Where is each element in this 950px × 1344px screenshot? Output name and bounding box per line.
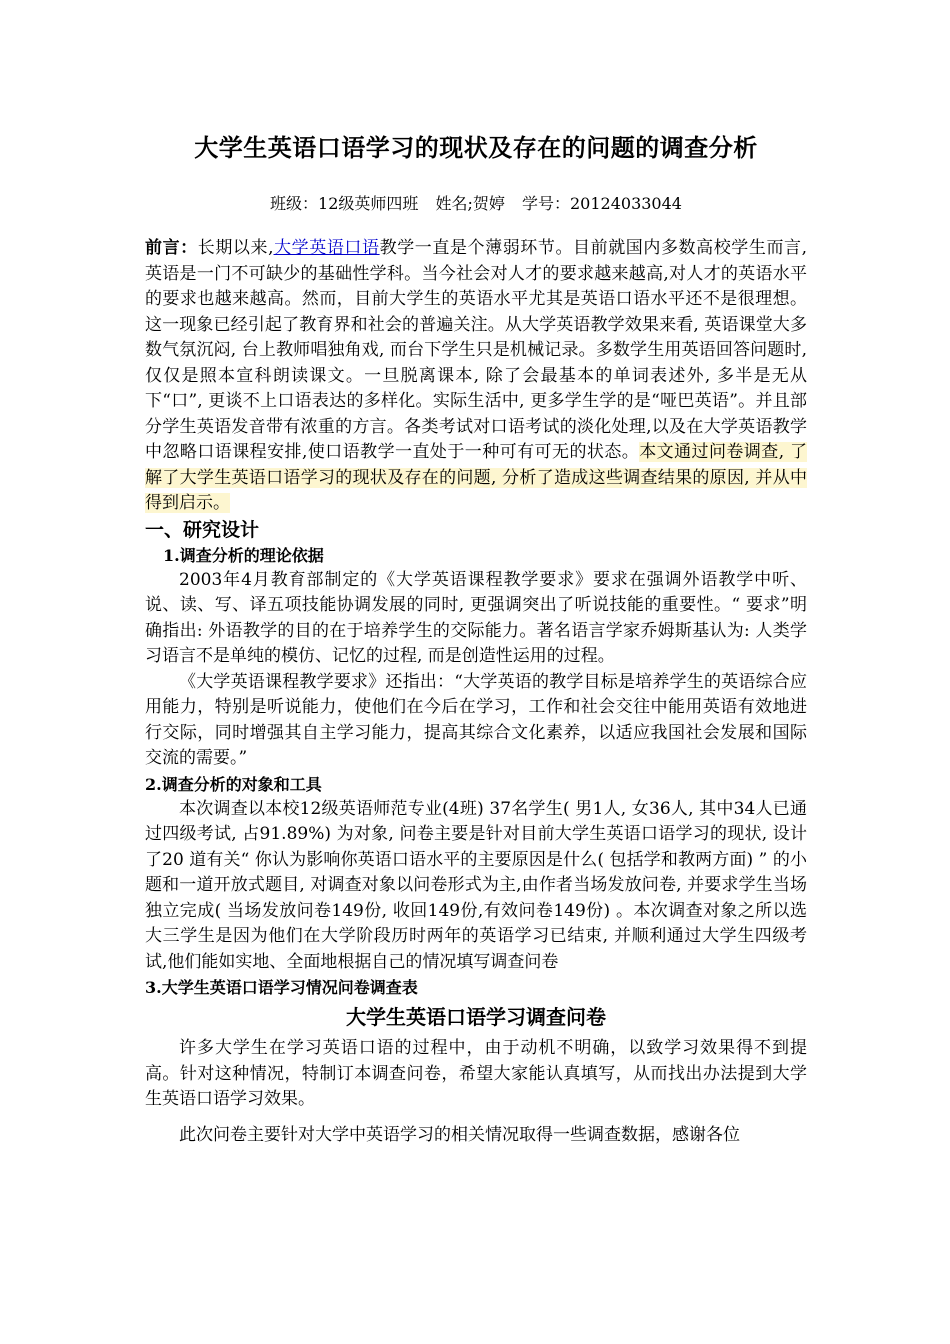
survey-paragraph-2: 此次问卷主要针对大学中英语学习的相关情况取得一些调查数据，感谢各位 bbox=[179, 1124, 740, 1145]
paragraph-gap bbox=[145, 1113, 807, 1123]
document-content bbox=[145, 130, 807, 1148]
intro-text-after-link: 教学一直是个薄弱环节。目前就国内多数高校学生而言, 英语是一门不可缺少的基础性学科。当今社会对人才的要求越来越高,对人才的英语水平的要求也越来越高。然而，目前大学生的英语水平尤其是英语口语水平还不是很理想。这一现象已经引起了教育界和社会的普遍关注。从大学英语教学效果来看, 英语课堂大多数气氛沉闷, 台上教师唱独角戏, 而台下学生只是机械记录。多数学生用英语回答问题时, 仅仅是照本宣科朗读课文。一旦脱离课本, 除了会最基本的单词表述外, 多半是无从下“口”, 更谈不上口语表达的多样化。实际生活中, 更多学生学的是“哑巴英语”。并且部分学生英语发音带有浓重的方言。各类考试对口语考试的淡化处理,以及在大学英语教学中忽略口语课程安排,使口语教学一直处于一种可有可无的状态。 bbox=[145, 238, 808, 462]
class-info: 班级：12级英师四班 bbox=[270, 194, 419, 213]
author-info bbox=[145, 190, 807, 218]
name-info: 姓名;贺婷 bbox=[435, 194, 505, 213]
intro-highlighted-text: 本文通过问卷调查, 了解了大学生英语口语学习的现状及存在的问题, 分析了造成这些调查结果的原因, 并从中得到启示。 bbox=[145, 442, 808, 513]
survey-title: 大学生英语口语学习调查问卷 bbox=[346, 1005, 606, 1029]
intro-link[interactable]: 大学英语口语 bbox=[273, 238, 380, 258]
intro-paragraph bbox=[145, 236, 807, 517]
student-id-info: 学号：20124033044 bbox=[521, 194, 682, 213]
survey-paragraph-1: 许多大学生在学习英语口语的过程中，由于动机不明确，以致学习效果得不到提高。针对这种情况，特制订本调查问卷，希望大家能认真填写，从而找出办法提到大学生英语口语学习效果。 bbox=[145, 1038, 807, 1109]
subsection-heading-theory: 1.调查分析的理论依据 bbox=[163, 545, 324, 565]
intro-text-before-link: 长期以来, bbox=[197, 238, 274, 258]
section-heading-research-design: 一、研究设计 bbox=[145, 518, 260, 541]
subsection-heading-questionnaire: 3.大学生英语口语学习情况问卷调查表 bbox=[145, 978, 418, 997]
theory-paragraph-2: 《大学英语课程教学要求》还指出：“大学英语的教学目标是培养学生的英语综合应用能力，特别是听说能力，使他们在今后在学习，工作和社会交往中能用英语有效地进行交际，同时增强其自主学习能力，提高其综合文化素养，以适应我国社会发展和国际交流的需要。” bbox=[145, 671, 807, 768]
intro-label: 前言： bbox=[145, 238, 198, 258]
subsection-heading-subjects: 2.调查分析的对象和工具 bbox=[145, 774, 322, 794]
subjects-paragraph: 本次调查以本校12级英语师范专业(4班) 37名学生( 男1人, 女36人, 其中34人已通过四级考试, 占91.89%) 为对象, 问卷主要是针对目前大学生英语口语学习的现状, 设计了20 道有关“ 你认为影响你英语口语水平的主要原因是什么( 包括学和教两方面) ” 的小题和一道开放式题目, 对调查对象以问卷形式为主,由作者当场发放问卷, 并要求学生当场独立完成( 当场发放问卷149份, 收回149份,有效问卷149份) 。本次调查对象之所以选大三学生是因为他们在大学阶段历时两年的英语学习已结束, 并顺利通过大学生四级考试,他们能如实地、全面地根据自己的情况填写调查问卷 bbox=[145, 798, 807, 972]
document-title: 大学生英语口语学习的现状及存在的问题的调查分析 bbox=[194, 133, 758, 162]
theory-paragraph-1: 2003年4月教育部制定的《大学英语课程教学要求》要求在强调外语教学中听、说、读、写、译五项技能协调发展的同时, 更强调突出了听说技能的重要性。“ 要求”明确指出: 外语教学的目的在于培养学生的交际能力。著名语言学家乔姆斯基认为: 人类学习语言不是单纯的模仿、记忆的过程, 而是创造性运用的过程。 bbox=[145, 569, 807, 666]
